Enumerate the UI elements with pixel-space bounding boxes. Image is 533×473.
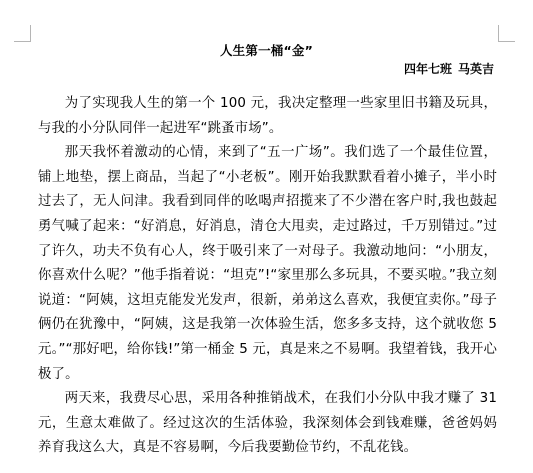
document-title: 人生第一桶“金” bbox=[219, 43, 314, 58]
document-body bbox=[38, 92, 497, 461]
crop-mark-top-left bbox=[14, 25, 31, 42]
paragraph-2: 那天我怀着激动的心情，来到了“五一广场”。我们选了一个最佳位置，铺上地垫，摆上商品，当起了“小老板”。刚开始我默默看着小摊子，半小时过去了，无人问津。我看到同伴的吆喝声招揽来了不少潜在客户时,我也鼓起勇气喊了起来：“好消息，好消息，清仓大甩卖，走过路过，千万别错过。”过了许久，功夫不负有心人，终于吸引来了一对母子。我激动地问：“小朋友，你喜欢什么呢？”他手指着说：“坦克”!“家里那么多玩具，不要买啦。”我立刻说道：“阿姨，这坦克能发光发声，很新，弟弟这么喜欢，我便宜卖你。”母子俩仍在犹豫中，“阿姨，这是我第一次体验生活，您多多支持，这个就收您 5 元。”“那好吧，给你钱!”第一桶金 5 元，真是来之不易啊。我望着钱，我开心极了。 bbox=[38, 145, 497, 382]
author-byline bbox=[398, 60, 494, 77]
paragraph-3: 两天来，我费尽心思，采用各种推销战术，在我们小分队中我才赚了 31 元，生意太难做了。经过这次的生活体验，我深刻体会到钱难赚，爸爸妈妈养育我这么大，真是不容易啊，今后我要勤俭节约，不乱花钱。 bbox=[38, 391, 497, 456]
author-class: 四年七班 bbox=[403, 62, 452, 76]
author-name: 马英吉 bbox=[457, 62, 494, 76]
crop-mark-top-right bbox=[498, 25, 515, 42]
paragraph-1: 为了实现我人生的第一个 100 元，我决定整理一些家里旧书籍及玩具，与我的小分队同伴一起进军“跳蚤市场”。 bbox=[38, 96, 497, 136]
